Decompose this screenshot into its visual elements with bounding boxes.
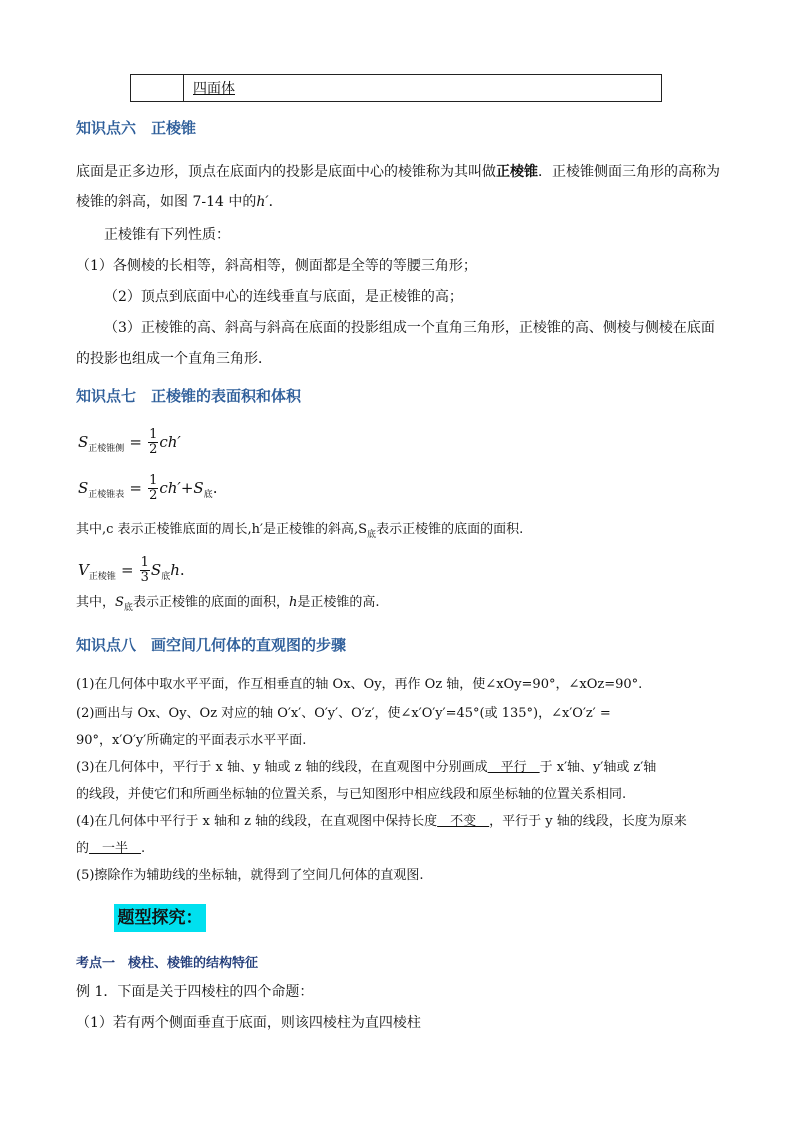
example1: 例 1．下面是关于四棱柱的四个命题： — [76, 984, 314, 1000]
step3-line2: 的线段，并使它们和所画坐标轴的位置关系，与已知图形中相应线段和原坐标轴的位置关系相同. — [76, 787, 627, 802]
table-divider — [183, 75, 184, 101]
explain2: 其中，$S_底$表示正棱锥的底面的面积，h是正棱锥的高. — [76, 595, 380, 613]
table-cell: 四面体 — [193, 81, 235, 97]
section6-para1-line2: 棱锥的斜高，如图 7-14 中的h′． — [76, 194, 283, 210]
step2-line1: (2)画出与 Ox、Oy、Oz 对应的轴 O′x′、O′y′、O′z′，使∠x′O′y′=45°(或 135°)，∠x′O′z′ = — [76, 706, 611, 721]
example1-item1: （1）若有两个侧面垂直于底面，则该四棱柱为直四棱柱 — [76, 1015, 421, 1031]
step3-line1: (3)在几何体中，平行于 x 轴、y 轴或 z 轴的线段，在直观图中分别画成 平行 于 x′轴、y′轴或 z′轴 — [76, 760, 657, 775]
props-intro: 正棱锥有下列性质： — [104, 227, 230, 243]
section6-title: 知识点六 正棱锥 — [76, 119, 197, 137]
step4-line2: 的 一半 . — [76, 841, 146, 856]
section6-para1-line1: 底面是正多边形，顶点在底面内的投影是底面中心的棱锥称为其叫做正棱锥．正棱锥侧面三角形的高称为 — [76, 164, 720, 180]
explain1: 其中,c 表示正棱锥底面的周长,h′是正棱锥的斜高$,S_底$表示正棱锥的底面的面积. — [76, 522, 524, 540]
kaodian-title: 考点一 棱柱、棱锥的结构特征 — [76, 956, 259, 971]
table-row — [130, 74, 662, 102]
prop3-line2: 的投影也组成一个直角三角形． — [76, 351, 272, 367]
step2-line2: 90°，x′O′y′所确定的平面表示水平平面. — [76, 733, 307, 748]
formula-lateral-area: $S_{正棱锥侧}$ = $\frac{1}{2}$ ch′ — [78, 427, 181, 457]
step1: (1)在几何体中取水平平面，作互相垂直的轴 Ox、Oy，再作 Oz 轴，使∠xOy=90°，∠xOz=90°. — [76, 677, 643, 692]
prop3-line1: （3）正棱锥的高、斜高与斜高在底面的投影组成一个直角三角形，正棱锥的高、侧棱与侧棱在底面 — [104, 320, 715, 336]
section7-title: 知识点七 正棱锥的表面积和体积 — [76, 387, 302, 405]
section8-title: 知识点八 画空间几何体的直观图的步骤 — [76, 636, 347, 654]
step5: (5)擦除作为辅助线的坐标轴，就得到了空间几何体的直观图. — [76, 868, 424, 883]
prop1: （1）各侧棱的长相等，斜高相等，侧面都是全等的等腰三角形； — [76, 258, 477, 274]
formula-surface-area: $S_{正棱锥表}$ = $\frac{1}{2}$ $ch'+S_底$. — [78, 473, 218, 503]
section-badge: 题型探究： — [114, 904, 206, 932]
prop2: （2）顶点到底面中心的连线垂直与底面，是正棱锥的高； — [104, 289, 463, 305]
formula-volume: $V_{正棱锥}$ = $\frac{1}{3}$ $S_底h$. — [78, 555, 185, 585]
step4-line1: (4)在几何体中平行于 x 轴和 z 轴的线段，在直观图中保持长度 不变 ，平行于 y 轴的线段，长度为原来 — [76, 814, 687, 829]
